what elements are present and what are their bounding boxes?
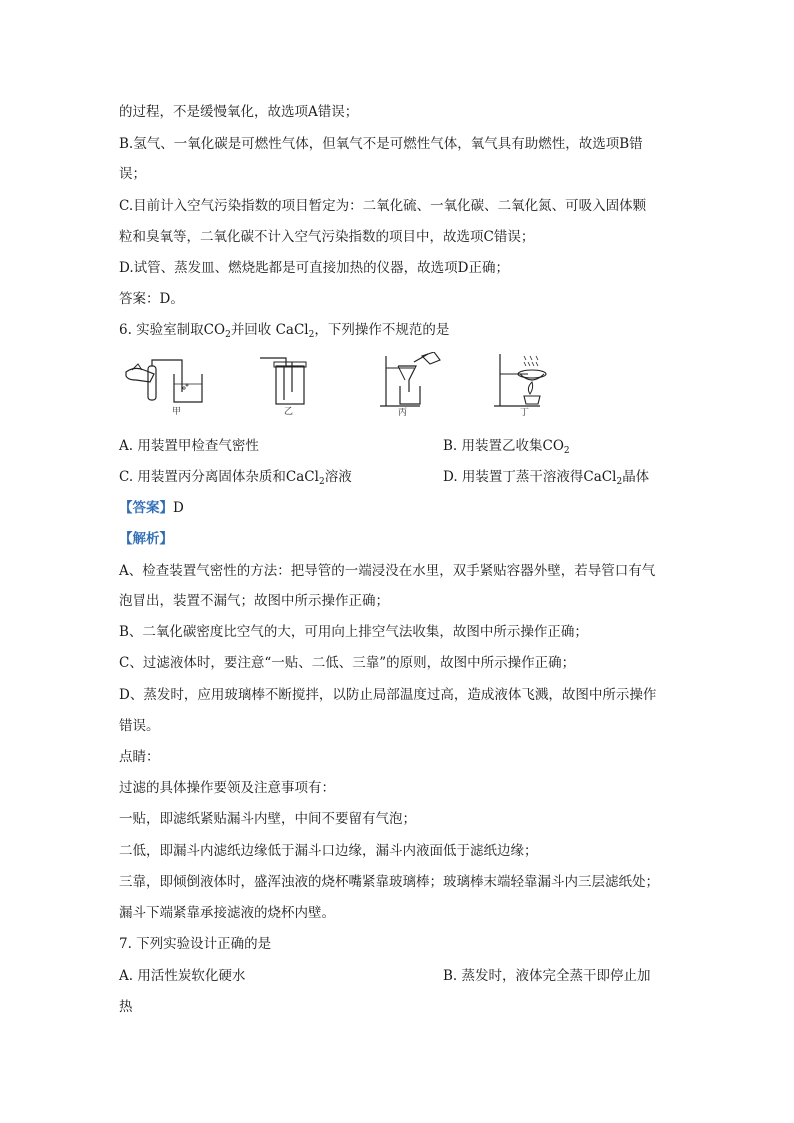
text-line: D.试管、蒸发皿、燃烧匙都是可直接加热的仪器，故选项D正确；: [119, 260, 509, 276]
text-line: B、二氧化碳密度比空气的大，可用向上排空气法收集，故图中所示操作正确；: [119, 624, 588, 640]
text-line: 一贴，即滤纸紧贴漏斗内壁，中间不要留有气泡；: [119, 811, 416, 827]
answer-line: [119, 498, 184, 518]
option-text: 溶液: [324, 469, 352, 485]
text-line: 三靠，即倾倒液体时，盛浑浊液的烧杯嘴紧靠玻璃棒；玻璃棒末端轻靠漏斗内三层滤纸处；: [119, 874, 659, 890]
figure-apparatus-yi: [254, 352, 314, 416]
text-line: 粒和臭氧等，二氧化碳不计入空气污染指数的项目中，故选项C错误；: [119, 229, 535, 245]
option-text: B. 用装置乙收集CO: [443, 438, 564, 454]
text-line: 热: [119, 999, 133, 1015]
q7-option-b: B. 蒸发时，液体完全蒸干即停止加: [443, 968, 651, 984]
option-d: [443, 467, 649, 487]
subscript: 2: [225, 330, 231, 340]
subscript: 2: [616, 477, 623, 487]
subscript: 2: [308, 330, 315, 340]
q7-option-a: A. 用活性炭软化硬水: [119, 968, 246, 984]
text-line: 二低，即漏斗内滤纸边缘低于漏斗口边缘，漏斗内液面低于滤纸边缘；: [119, 843, 538, 859]
analysis-tag: 【解析】: [119, 531, 173, 547]
text-line: A、检查装置气密性的方法：把导管的一端浸没在水里，双手紧贴容器外壁，若导管口有气: [119, 563, 656, 579]
option-b: [443, 436, 570, 456]
option-c: [119, 467, 352, 487]
option-text: D. 用装置丁蒸干溶液得CaCl: [443, 469, 617, 485]
stem-part: 并回收 CaCl: [230, 322, 309, 338]
text-line: C.目前计入空气污染指数的项目暂定为：二氧化硫、一氧化碳、二氧化氮、可吸入固体颗: [119, 198, 647, 214]
text-line: 误；: [119, 166, 146, 182]
figure-label: 乙: [284, 407, 294, 416]
figure-apparatus-jia: [124, 352, 216, 416]
subscript: 2: [563, 446, 570, 456]
answer-tag: 【答案】: [119, 500, 173, 516]
text-line: 点睛：: [119, 749, 160, 765]
figure-label: 甲: [172, 407, 182, 416]
text-line: B.氢气、一氧化碳是可燃性气体，但氧气不是可燃性气体，氧气具有助燃性，故选项B错: [119, 136, 643, 152]
question-7-stem: 7. 下列实验设计正确的是: [119, 936, 272, 952]
question-6-stem: [119, 320, 449, 340]
figure-apparatus-bing: [376, 352, 448, 416]
text-line: 的过程，不是缓慢氧化，故选项A错误；: [119, 104, 359, 120]
figure-label: 丁: [520, 408, 530, 416]
stem-part: ，下列操作不规范的是: [314, 322, 450, 338]
answer-value: D: [173, 500, 184, 516]
analysis-tag-line: [119, 529, 173, 549]
text-line: C、过滤液体时，要注意“一贴、二低、三靠”的原则，故图中所示操作正确；: [119, 655, 576, 671]
text-line: 答案：D。: [119, 291, 184, 307]
stem-part: 6. 实验室制取CO: [119, 322, 226, 338]
text-line: 泡冒出，装置不漏气；故图中所示操作正确；: [119, 593, 389, 609]
text-line: 错误。: [119, 718, 160, 734]
text-line: 漏斗下端紧靠承接滤液的烧杯内壁。: [119, 905, 335, 921]
text-line: 过滤的具体操作要领及注意事项有：: [119, 780, 335, 796]
text-line: D、蒸发时，应用玻璃棒不断搅拌，以防止局部温度过高，造成液体飞溅，故图中所示操作: [119, 687, 657, 703]
subscript: 2: [318, 477, 325, 487]
option-a: A. 用装置甲检查气密性: [119, 438, 259, 454]
option-text: 晶体: [622, 469, 650, 485]
option-text: C. 用装置丙分离固体杂质和CaCl: [119, 469, 319, 485]
figure-label: 丙: [398, 408, 408, 416]
figure-apparatus-ding: [492, 352, 568, 416]
